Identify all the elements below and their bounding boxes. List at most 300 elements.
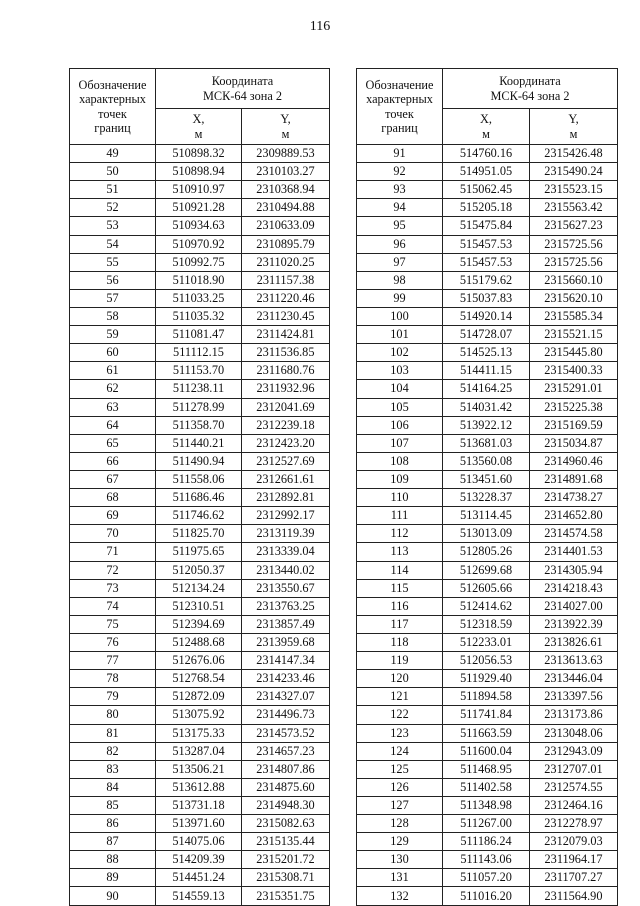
x-coordinate-cell: 514760.16 <box>443 145 530 163</box>
y-coordinate-cell: 2311680.76 <box>242 362 330 380</box>
y-coordinate-cell: 2315135.44 <box>242 833 330 851</box>
table-row <box>70 507 330 525</box>
table-row <box>357 398 618 416</box>
x-coordinate-cell: 515037.83 <box>443 289 530 307</box>
point-number-cell: 77 <box>70 652 156 670</box>
table-row <box>70 796 330 814</box>
table-row <box>357 724 618 742</box>
y-column-header: Y, м <box>242 109 330 145</box>
x-coordinate-cell: 513287.04 <box>156 742 242 760</box>
y-coordinate-cell: 2315627.23 <box>530 217 618 235</box>
y-coordinate-cell: 2314305.94 <box>530 561 618 579</box>
x-coordinate-cell: 512318.59 <box>443 615 530 633</box>
y-coordinate-cell: 2315225.38 <box>530 398 618 416</box>
point-number-cell: 115 <box>357 579 443 597</box>
table-row <box>357 362 618 380</box>
table-row <box>70 416 330 434</box>
table-row <box>70 452 330 470</box>
x-coordinate-cell: 511016.20 <box>443 887 530 905</box>
point-number-cell: 104 <box>357 380 443 398</box>
y-coordinate-cell: 2310633.09 <box>242 217 330 235</box>
table-row <box>70 760 330 778</box>
table-row <box>70 289 330 307</box>
table-row <box>357 815 618 833</box>
table-row <box>70 380 330 398</box>
y-coordinate-cell: 2315426.48 <box>530 145 618 163</box>
x-coordinate-cell: 512050.37 <box>156 561 242 579</box>
table-row <box>70 525 330 543</box>
y-coordinate-cell: 2311230.45 <box>242 307 330 325</box>
x-coordinate-cell: 514559.13 <box>156 887 242 905</box>
x-coordinate-cell: 512699.68 <box>443 561 530 579</box>
y-column-header: Y, м <box>530 109 618 145</box>
x-coordinate-cell: 511929.40 <box>443 670 530 688</box>
table-body <box>70 145 330 906</box>
x-coordinate-cell: 511686.46 <box>156 489 242 507</box>
x-coordinate-cell: 513114.45 <box>443 507 530 525</box>
x-coordinate-cell: 511600.04 <box>443 742 530 760</box>
y-coordinate-cell: 2315725.56 <box>530 253 618 271</box>
table-row <box>70 235 330 253</box>
table-row <box>357 416 618 434</box>
point-number-cell: 72 <box>70 561 156 579</box>
x-coordinate-cell: 512414.62 <box>443 597 530 615</box>
table-row <box>70 470 330 488</box>
y-coordinate-cell: 2312527.69 <box>242 452 330 470</box>
y-coordinate-cell: 2311964.17 <box>530 851 618 869</box>
x-coordinate-cell: 511825.70 <box>156 525 242 543</box>
x-coordinate-cell: 513451.60 <box>443 470 530 488</box>
x-coordinate-cell: 514920.14 <box>443 307 530 325</box>
x-coordinate-cell: 515457.53 <box>443 253 530 271</box>
table-row <box>357 615 618 633</box>
y-coordinate-cell: 2315082.63 <box>242 815 330 833</box>
table-row <box>70 145 330 163</box>
y-coordinate-cell: 2312278.97 <box>530 815 618 833</box>
table-row <box>357 380 618 398</box>
y-coordinate-cell: 2313613.63 <box>530 652 618 670</box>
x-coordinate-cell: 511975.65 <box>156 543 242 561</box>
x-coordinate-cell: 511018.90 <box>156 271 242 289</box>
x-coordinate-cell: 511143.06 <box>443 851 530 869</box>
table-row <box>70 253 330 271</box>
x-coordinate-cell: 512056.53 <box>443 652 530 670</box>
x-coordinate-cell: 512605.66 <box>443 579 530 597</box>
point-number-cell: 94 <box>357 199 443 217</box>
point-number-cell: 127 <box>357 796 443 814</box>
y-coordinate-cell: 2311707.27 <box>530 869 618 887</box>
point-number-cell: 119 <box>357 652 443 670</box>
table-row <box>357 525 618 543</box>
y-coordinate-cell: 2311536.85 <box>242 344 330 362</box>
y-coordinate-cell: 2313440.02 <box>242 561 330 579</box>
x-coordinate-cell: 515179.62 <box>443 271 530 289</box>
point-number-cell: 53 <box>70 217 156 235</box>
y-coordinate-cell: 2314147.34 <box>242 652 330 670</box>
y-coordinate-cell: 2312464.16 <box>530 796 618 814</box>
table-row <box>70 778 330 796</box>
table-row <box>70 688 330 706</box>
y-coordinate-cell: 2314657.23 <box>242 742 330 760</box>
y-coordinate-cell: 2314233.46 <box>242 670 330 688</box>
y-coordinate-cell: 2315521.15 <box>530 326 618 344</box>
y-coordinate-cell: 2314027.00 <box>530 597 618 615</box>
table-row <box>357 778 618 796</box>
y-coordinate-cell: 2314891.68 <box>530 470 618 488</box>
point-number-cell: 121 <box>357 688 443 706</box>
point-number-cell: 102 <box>357 344 443 362</box>
y-coordinate-cell: 2312892.81 <box>242 489 330 507</box>
y-coordinate-cell: 2315034.87 <box>530 434 618 452</box>
y-coordinate-cell: 2313119.39 <box>242 525 330 543</box>
x-coordinate-cell: 511490.94 <box>156 452 242 470</box>
table-row <box>357 181 618 199</box>
y-coordinate-cell: 2315351.75 <box>242 887 330 905</box>
y-coordinate-cell: 2311564.90 <box>530 887 618 905</box>
table-row <box>357 271 618 289</box>
y-coordinate-cell: 2315400.33 <box>530 362 618 380</box>
table-row <box>357 833 618 851</box>
x-column-header: X, м <box>156 109 242 145</box>
table-row <box>357 163 618 181</box>
point-number-cell: 61 <box>70 362 156 380</box>
y-coordinate-cell: 2310368.94 <box>242 181 330 199</box>
table-row <box>357 742 618 760</box>
y-coordinate-cell: 2314875.60 <box>242 778 330 796</box>
point-number-cell: 81 <box>70 724 156 742</box>
x-column-header: X, м <box>443 109 530 145</box>
x-coordinate-cell: 512394.69 <box>156 615 242 633</box>
coordinate-system-header: Координата МСК-64 зона 2 <box>443 69 618 109</box>
x-coordinate-cell: 511468.95 <box>443 760 530 778</box>
point-number-cell: 85 <box>70 796 156 814</box>
table-row <box>70 706 330 724</box>
x-coordinate-cell: 512768.54 <box>156 670 242 688</box>
x-coordinate-cell: 512872.09 <box>156 688 242 706</box>
table-body <box>357 145 618 906</box>
point-number-cell: 66 <box>70 452 156 470</box>
x-coordinate-cell: 510921.28 <box>156 199 242 217</box>
table-row <box>70 597 330 615</box>
y-coordinate-cell: 2311424.81 <box>242 326 330 344</box>
x-coordinate-cell: 515475.84 <box>443 217 530 235</box>
x-coordinate-cell: 511558.06 <box>156 470 242 488</box>
table-row <box>357 670 618 688</box>
y-coordinate-cell: 2313173.86 <box>530 706 618 724</box>
point-label-header: Обозначение характерных точек границ <box>70 69 156 145</box>
table-row <box>70 344 330 362</box>
point-number-cell: 113 <box>357 543 443 561</box>
point-number-cell: 114 <box>357 561 443 579</box>
table-row <box>70 815 330 833</box>
table-row <box>70 217 330 235</box>
y-coordinate-cell: 2313959.68 <box>242 633 330 651</box>
x-coordinate-cell: 511238.11 <box>156 380 242 398</box>
table-row <box>70 561 330 579</box>
point-number-cell: 79 <box>70 688 156 706</box>
x-coordinate-cell: 511278.99 <box>156 398 242 416</box>
x-coordinate-cell: 511267.00 <box>443 815 530 833</box>
y-coordinate-cell: 2314401.53 <box>530 543 618 561</box>
x-coordinate-cell: 515457.53 <box>443 235 530 253</box>
y-coordinate-cell: 2312239.18 <box>242 416 330 434</box>
table-row <box>70 615 330 633</box>
x-coordinate-cell: 513506.21 <box>156 760 242 778</box>
point-number-cell: 110 <box>357 489 443 507</box>
y-coordinate-cell: 2312079.03 <box>530 833 618 851</box>
y-coordinate-cell: 2311220.46 <box>242 289 330 307</box>
point-number-cell: 49 <box>70 145 156 163</box>
x-coordinate-cell: 510934.63 <box>156 217 242 235</box>
point-number-cell: 117 <box>357 615 443 633</box>
point-number-cell: 108 <box>357 452 443 470</box>
x-coordinate-cell: 510898.94 <box>156 163 242 181</box>
point-number-cell: 89 <box>70 869 156 887</box>
y-coordinate-cell: 2311157.38 <box>242 271 330 289</box>
y-coordinate-cell: 2315725.56 <box>530 235 618 253</box>
table-row <box>357 652 618 670</box>
coordinate-system-header: Координата МСК-64 зона 2 <box>156 69 330 109</box>
table-row <box>357 688 618 706</box>
point-number-cell: 90 <box>70 887 156 905</box>
point-number-cell: 50 <box>70 163 156 181</box>
point-number-cell: 122 <box>357 706 443 724</box>
table-row <box>357 633 618 651</box>
table-row <box>357 579 618 597</box>
table-row <box>70 579 330 597</box>
table-row <box>70 326 330 344</box>
point-number-cell: 67 <box>70 470 156 488</box>
point-number-cell: 98 <box>357 271 443 289</box>
point-number-cell: 59 <box>70 326 156 344</box>
y-coordinate-cell: 2313857.49 <box>242 615 330 633</box>
x-coordinate-cell: 513612.88 <box>156 778 242 796</box>
y-coordinate-cell: 2313048.06 <box>530 724 618 742</box>
x-coordinate-cell: 514525.13 <box>443 344 530 362</box>
point-number-cell: 97 <box>357 253 443 271</box>
x-coordinate-cell: 512676.06 <box>156 652 242 670</box>
table-row <box>357 344 618 362</box>
point-number-cell: 56 <box>70 271 156 289</box>
point-number-cell: 60 <box>70 344 156 362</box>
point-number-cell: 62 <box>70 380 156 398</box>
x-coordinate-cell: 513560.08 <box>443 452 530 470</box>
table-row <box>357 217 618 235</box>
point-number-cell: 131 <box>357 869 443 887</box>
y-coordinate-cell: 2315620.10 <box>530 289 618 307</box>
y-coordinate-cell: 2312423.20 <box>242 434 330 452</box>
page-number: 116 <box>309 19 331 34</box>
table-row <box>70 199 330 217</box>
point-number-cell: 100 <box>357 307 443 325</box>
table-row <box>70 869 330 887</box>
table-row <box>357 851 618 869</box>
y-coordinate-cell: 2313339.04 <box>242 543 330 561</box>
point-number-cell: 87 <box>70 833 156 851</box>
x-coordinate-cell: 511035.32 <box>156 307 242 325</box>
y-coordinate-cell: 2310895.79 <box>242 235 330 253</box>
x-coordinate-cell: 514411.15 <box>443 362 530 380</box>
y-coordinate-cell: 2315201.72 <box>242 851 330 869</box>
x-coordinate-cell: 511358.70 <box>156 416 242 434</box>
x-coordinate-cell: 514728.07 <box>443 326 530 344</box>
x-coordinate-cell: 512233.01 <box>443 633 530 651</box>
table-row <box>357 235 618 253</box>
table-row <box>70 489 330 507</box>
point-number-cell: 68 <box>70 489 156 507</box>
point-number-cell: 91 <box>357 145 443 163</box>
table-row <box>70 833 330 851</box>
table-row <box>357 796 618 814</box>
y-coordinate-cell: 2314738.27 <box>530 489 618 507</box>
x-coordinate-cell: 514951.05 <box>443 163 530 181</box>
y-coordinate-cell: 2312992.17 <box>242 507 330 525</box>
y-coordinate-cell: 2313826.61 <box>530 633 618 651</box>
y-coordinate-cell: 2311932.96 <box>242 380 330 398</box>
y-coordinate-cell: 2315291.01 <box>530 380 618 398</box>
table-row <box>70 543 330 561</box>
table-row <box>357 470 618 488</box>
y-coordinate-cell: 2312943.09 <box>530 742 618 760</box>
table-row <box>70 742 330 760</box>
x-coordinate-cell: 512805.26 <box>443 543 530 561</box>
x-coordinate-cell: 513971.60 <box>156 815 242 833</box>
point-number-cell: 73 <box>70 579 156 597</box>
table-row <box>357 887 618 905</box>
x-coordinate-cell: 510970.92 <box>156 235 242 253</box>
coordinates-table-right <box>356 68 618 906</box>
x-coordinate-cell: 514164.25 <box>443 380 530 398</box>
table-row <box>70 362 330 380</box>
table-row <box>70 670 330 688</box>
y-coordinate-cell: 2314652.80 <box>530 507 618 525</box>
point-number-cell: 112 <box>357 525 443 543</box>
x-coordinate-cell: 511033.25 <box>156 289 242 307</box>
table-row <box>70 633 330 651</box>
x-coordinate-cell: 511440.21 <box>156 434 242 452</box>
point-number-cell: 129 <box>357 833 443 851</box>
y-coordinate-cell: 2312574.55 <box>530 778 618 796</box>
point-number-cell: 107 <box>357 434 443 452</box>
point-number-cell: 101 <box>357 326 443 344</box>
point-number-cell: 109 <box>357 470 443 488</box>
y-coordinate-cell: 2310494.88 <box>242 199 330 217</box>
point-number-cell: 71 <box>70 543 156 561</box>
point-number-cell: 65 <box>70 434 156 452</box>
x-coordinate-cell: 514031.42 <box>443 398 530 416</box>
y-coordinate-cell: 2313550.67 <box>242 579 330 597</box>
x-coordinate-cell: 511081.47 <box>156 326 242 344</box>
table-row <box>70 163 330 181</box>
point-number-cell: 128 <box>357 815 443 833</box>
x-coordinate-cell: 511057.20 <box>443 869 530 887</box>
x-coordinate-cell: 513681.03 <box>443 434 530 452</box>
x-coordinate-cell: 513075.92 <box>156 706 242 724</box>
y-coordinate-cell: 2314574.58 <box>530 525 618 543</box>
point-number-cell: 92 <box>357 163 443 181</box>
table-row <box>70 181 330 199</box>
y-coordinate-cell: 2315490.24 <box>530 163 618 181</box>
point-number-cell: 64 <box>70 416 156 434</box>
table-row <box>357 434 618 452</box>
point-number-cell: 124 <box>357 742 443 760</box>
point-number-cell: 93 <box>357 181 443 199</box>
point-number-cell: 106 <box>357 416 443 434</box>
table-row <box>357 706 618 724</box>
table-row <box>357 326 618 344</box>
table-row <box>357 253 618 271</box>
x-coordinate-cell: 512488.68 <box>156 633 242 651</box>
point-number-cell: 51 <box>70 181 156 199</box>
y-coordinate-cell: 2314573.52 <box>242 724 330 742</box>
point-number-cell: 120 <box>357 670 443 688</box>
y-coordinate-cell: 2314218.43 <box>530 579 618 597</box>
table-row <box>357 869 618 887</box>
y-coordinate-cell: 2313397.56 <box>530 688 618 706</box>
x-coordinate-cell: 511894.58 <box>443 688 530 706</box>
point-number-cell: 52 <box>70 199 156 217</box>
table-row <box>70 724 330 742</box>
point-number-cell: 82 <box>70 742 156 760</box>
x-coordinate-cell: 513175.33 <box>156 724 242 742</box>
table-row <box>357 561 618 579</box>
point-number-cell: 80 <box>70 706 156 724</box>
x-coordinate-cell: 511746.62 <box>156 507 242 525</box>
x-coordinate-cell: 513731.18 <box>156 796 242 814</box>
y-coordinate-cell: 2314948.30 <box>242 796 330 814</box>
y-coordinate-cell: 2314327.07 <box>242 688 330 706</box>
point-number-cell: 57 <box>70 289 156 307</box>
point-number-cell: 54 <box>70 235 156 253</box>
point-number-cell: 74 <box>70 597 156 615</box>
x-coordinate-cell: 515062.45 <box>443 181 530 199</box>
point-number-cell: 70 <box>70 525 156 543</box>
coordinates-table-left <box>69 68 330 906</box>
point-number-cell: 58 <box>70 307 156 325</box>
y-coordinate-cell: 2315308.71 <box>242 869 330 887</box>
point-number-cell: 125 <box>357 760 443 778</box>
table-row <box>70 652 330 670</box>
x-coordinate-cell: 515205.18 <box>443 199 530 217</box>
x-coordinate-cell: 510910.97 <box>156 181 242 199</box>
point-number-cell: 88 <box>70 851 156 869</box>
y-coordinate-cell: 2312661.61 <box>242 470 330 488</box>
y-coordinate-cell: 2315445.80 <box>530 344 618 362</box>
point-number-cell: 55 <box>70 253 156 271</box>
table-row <box>70 398 330 416</box>
x-coordinate-cell: 513228.37 <box>443 489 530 507</box>
y-coordinate-cell: 2313763.25 <box>242 597 330 615</box>
y-coordinate-cell: 2315563.42 <box>530 199 618 217</box>
y-coordinate-cell: 2315169.59 <box>530 416 618 434</box>
y-coordinate-cell: 2314807.86 <box>242 760 330 778</box>
y-coordinate-cell: 2314496.73 <box>242 706 330 724</box>
table-row <box>357 145 618 163</box>
x-coordinate-cell: 511402.58 <box>443 778 530 796</box>
point-label-header: Обозначение характерных точек границ <box>357 69 443 145</box>
point-number-cell: 132 <box>357 887 443 905</box>
point-number-cell: 96 <box>357 235 443 253</box>
y-coordinate-cell: 2311020.25 <box>242 253 330 271</box>
point-number-cell: 63 <box>70 398 156 416</box>
y-coordinate-cell: 2315523.15 <box>530 181 618 199</box>
y-coordinate-cell: 2313922.39 <box>530 615 618 633</box>
x-coordinate-cell: 510898.32 <box>156 145 242 163</box>
x-coordinate-cell: 511663.59 <box>443 724 530 742</box>
point-number-cell: 76 <box>70 633 156 651</box>
table-row <box>357 289 618 307</box>
x-coordinate-cell: 514451.24 <box>156 869 242 887</box>
